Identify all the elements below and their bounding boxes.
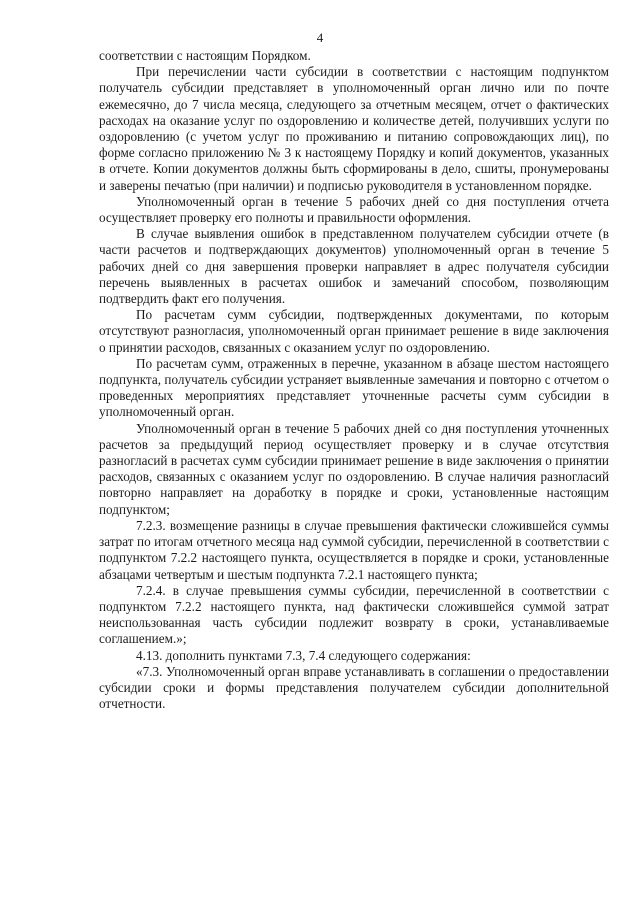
- paragraph: «7.3. Уполномоченный орган вправе устанавливать в соглашении о предоставлении субсидии сроки и формы представления получателем субсидии дополнительной отчетности.: [99, 663, 609, 712]
- paragraph: 7.2.3. возмещение разницы в случае превышения фактически сложившейся суммы затрат по итогам отчетного месяца над суммой субсидии, перечисленной в соответствии с подпунктом 7.2.2 настоящего пункта, осуществляется в порядке и сроки, установленные абзацами четвертым и шестым подпункта 7.2.1 настоящего пункта;: [99, 517, 609, 582]
- paragraph: 4.13. дополнить пунктами 7.3, 7.4 следующего содержания:: [136, 647, 471, 663]
- paragraph: 7.2.4. в случае превышения суммы субсидии, перечисленной в соответствии с подпунктом 7.2.2 настоящего пункта, над фактически сложившейся суммой затрат неиспользованная часть субсидии подлежит возврату в сроки, устанавливаемые соглашением.»;: [99, 582, 609, 647]
- paragraph: По расчетам сумм субсидии, подтвержденных документами, по которым отсутствуют разногласия, уполномоченный орган принимает решение в виде заключения о принятии расходов, связанных с оказанием услуг по оздоровлению.: [99, 307, 609, 355]
- paragraph: По расчетам сумм, отраженных в перечне, указанном в абзаце шестом настоящего подпункта, получатель субсидии устраняет выявленные замечания и повторно с отчетом о проведенных мероприятиях представляет уточненные расчеты сумм субсидии в уполномоченный орган.: [99, 355, 609, 420]
- page-number: 4: [316, 30, 324, 45]
- paragraph: Уполномоченный орган в течение 5 рабочих дней со дня поступления отчета осуществляет проверку его полноты и правильности оформления.: [99, 193, 609, 226]
- paragraph: соответствии с настоящим Порядком.: [99, 48, 311, 63]
- document-body: [99, 48, 609, 712]
- paragraph: В случае выявления ошибок в представленном получателем субсидии отчете (в части расчетов и подтверждающих документов) уполномоченный орган в течение 5 рабочих дней со дня завершения проверки направляет в адрес получателя субсидии перечень выявленных в расчетах ошибок и замечаний способом, позволяющим подтвердить факт его получения.: [99, 226, 609, 307]
- paragraph: Уполномоченный орган в течение 5 рабочих дней со дня поступления уточненных расчетов за предыдущий период осуществляет проверку и в случае отсутствия разногласий в расчетах сумм субсидии принимает решение в виде заключения о принятии расходов, связанных с оказанием услуг по оздоровлению. В случае наличия разногласий повторно направляет на доработку в порядке и сроки, установленные настоящим подпунктом;: [99, 420, 609, 517]
- paragraph: При перечислении части субсидии в соответствии с настоящим подпунктом получатель субсидии представляет в уполномоченный орган лично или по почте ежемесячно, до 7 числа месяца, следующего за отчетным месяцем, отчет о фактических расходах на оказание услуг по оздоровлению и количестве детей, получивших услуги по оздоровлению (с учетом услуг по проживанию и питанию сопровождающих лиц), по форме согласно приложению № 3 к настоящему Порядку и копий документов, указанных в отчете. Копии документов должны быть сформированы в дело, сшиты, пронумерованы и заверены печатью (при наличии) и подписью руководителя в установленном порядке.: [99, 64, 609, 193]
